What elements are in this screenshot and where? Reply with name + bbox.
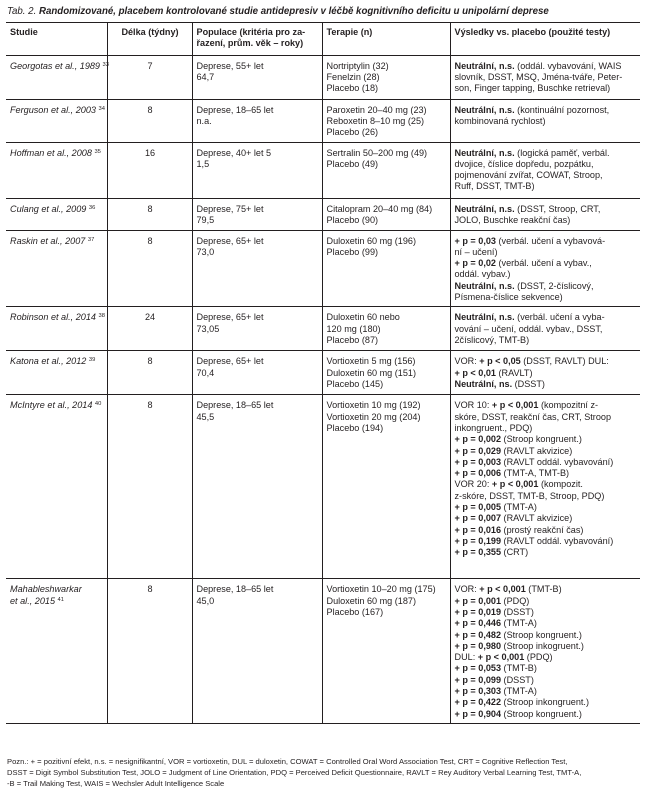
study-line [10,312,104,323]
result-line [455,697,638,708]
cell-therapy [322,198,450,230]
result-line [455,457,638,468]
result-text: (TMT-A) [501,502,537,513]
result-text: (Stroop inkogruent.) [501,640,584,651]
result-emphasis: Neutrální, n.s. [454,104,515,115]
reference-number: 34 [98,105,105,112]
study-line [10,356,104,367]
therapy-line: Vortioxetin 10 mg (192) [326,400,421,411]
result-text: VOR: [454,584,480,595]
result-line [455,159,638,170]
result-emphasis: + p = 0,099 [454,674,502,685]
population-line: 70,4 [196,367,215,378]
therapy-line: Duloxetin 60 mg (187) [326,595,416,606]
cell-length: 24 [107,307,192,351]
result-line [455,663,638,674]
result-emphasis: + p = 0,003 [454,456,502,467]
therapy-line: Nortriptylin (32) [326,60,389,71]
result-text: (TMT-A) [501,686,537,697]
result-text: (RAVLT) [495,367,533,378]
study-name: Ferguson et al., 2003 [10,104,96,115]
therapy-line: Reboxetin 8–10 mg (25) [326,115,425,126]
result-line [455,709,638,720]
result-emphasis: + p < 0,001 [491,479,539,490]
cell-results [450,351,640,395]
cell-results [450,142,640,198]
study-name: McIntyre et al., 2014 [10,400,93,411]
result-text: (PDQ) [524,652,553,663]
population-line: Deprese, 65+ let [196,312,264,323]
therapy-line: Placebo (194) [326,422,384,433]
cell-therapy [322,230,450,307]
result-text: (Stroop inkongruent.) [501,697,589,708]
studies-table [6,22,640,724]
result-text: (DSST, 2-číslicový, [514,280,594,291]
cell-study [6,579,107,724]
population-line: Deprese, 65+ let [196,235,264,246]
result-text: (verbál. učení a vyba- [514,312,605,323]
result-emphasis: + p = 0,02 [454,258,496,269]
footnote-line: Pozn.: + = pozitivní efekt, n.s. = nesignifikantní, VOR = vortioxetin, DUL = duloxetin, COWAT = Controlled Oral Word Association Test, CRT = Cognitive Reflection Test, [7,757,568,766]
result-emphasis: + p = 0,001 [454,595,502,606]
population-line: 73,05 [196,323,220,334]
footnote [7,756,641,789]
result-line [455,269,638,280]
result-line [455,181,638,192]
result-text: (verbál. učení a vybavová- [495,235,606,246]
result-line [455,675,638,686]
cell-study [6,99,107,142]
reference-number: 40 [94,401,102,408]
cell-therapy [322,99,450,142]
result-text: slovník, DSST, MSQ, Jména-tváře, Peter- [454,71,623,82]
therapy-line: Citalopram 20–40 mg (84) [326,203,433,214]
cell-population [192,307,322,351]
header-results: Výsledky vs. placebo (použité testy) [450,23,640,56]
result-text: (RAVLT oddál. vybavování) [501,456,614,467]
result-text: JOLO, Buschke reakční čas) [454,214,571,225]
cell-population [192,351,322,395]
therapy-line: Paroxetin 20–40 mg (23) [326,104,427,115]
cell-length: 16 [107,142,192,198]
result-text: (RAVLT akvizice) [501,513,573,524]
result-text: (Stroop kongruent.) [501,629,582,640]
result-text: (TMT-A, TMT-B) [501,468,570,479]
result-text: (CRT) [501,547,529,558]
result-line [455,584,638,595]
study-line [10,400,104,411]
result-emphasis: + p = 0,199 [454,535,502,546]
result-line [455,630,638,641]
table-row [6,579,640,724]
result-line [455,446,638,457]
result-text: (PDQ) [501,595,530,606]
result-emphasis: Neutrální, n.s. [454,147,515,158]
result-text: oddál. vybav.) [454,269,511,280]
cell-population [192,579,322,724]
result-emphasis: + p = 0,019 [454,606,502,617]
result-line [455,335,638,346]
result-text: (RAVLT akvizice) [501,445,573,456]
result-emphasis: + p = 0,053 [454,663,502,674]
cell-population [192,198,322,230]
therapy-line: Vortioxetin 10–20 mg (175) [326,584,436,595]
therapy-line: Placebo (49) [326,158,379,169]
result-emphasis: Neutrální, ns. [454,378,513,389]
therapy-line: Duloxetin 60 mg (151) [326,367,416,378]
cell-results [450,579,640,724]
result-text: (kompozitní z- [538,400,599,411]
result-text: (TMT-A) [501,618,537,629]
study-line [10,584,104,595]
result-emphasis: + p = 0,005 [454,502,502,513]
cell-study [6,230,107,307]
result-line [455,412,638,423]
cell-results [450,307,640,351]
result-text: (DSST) [512,378,545,389]
therapy-line: Placebo (145) [326,378,384,389]
result-text: (DSST) [501,674,534,685]
header-study: Studie [6,23,107,56]
result-line [455,547,638,558]
cell-study [6,395,107,579]
result-emphasis: + p = 0,007 [454,513,502,524]
result-emphasis: + p = 0,355 [454,547,502,558]
header-population-line: Populace (kritéria pro za- [196,27,306,37]
table-caption [7,6,641,18]
result-emphasis: + p = 0,980 [454,640,502,651]
table-row [6,142,640,198]
study-name: et al., 2015 [10,595,55,606]
result-text: VOR 20: [454,479,492,490]
result-line [455,400,638,411]
population-line: Deprese, 40+ let 5 [196,147,272,158]
result-line [455,379,638,390]
result-text: pojmenování zvířat, COWAT, Stroop, [454,170,603,181]
therapy-line: Placebo (167) [326,606,384,617]
result-emphasis: + p = 0,006 [454,468,502,479]
result-emphasis: + p < 0,01 [454,367,496,378]
result-text: (kontinuální pozornost, [514,104,610,115]
study-line [10,204,104,215]
cell-results [450,230,640,307]
study-line [10,105,104,116]
population-line: 1,5 [196,158,210,169]
therapy-line: Fenelzin (28) [326,71,380,82]
cell-results [450,55,640,99]
result-text: (TMT-B) [525,584,562,595]
header-population-line: řazení, prům. věk – roky) [196,38,304,49]
study-name: Raskin et al., 2007 [10,235,86,246]
cell-population [192,230,322,307]
cell-length: 8 [107,230,192,307]
header-length: Délka (týdny) [107,23,192,56]
result-emphasis: + p = 0,03 [454,235,496,246]
result-line [455,468,638,479]
result-line [455,368,638,379]
result-text: Písmena-číslice sekvence) [454,292,563,303]
result-emphasis: Neutrální, n.s. [454,60,515,71]
study-line [10,596,104,607]
study-name: Mahableshwarkar [10,584,82,595]
result-text: inkongruent., PDQ) [454,422,533,433]
result-text: (RAVLT oddál. vybavování) [501,535,614,546]
result-emphasis: + p < 0,001 [479,584,526,595]
cell-length: 8 [107,351,192,395]
cell-length: 7 [107,55,192,99]
result-emphasis: Neutrální, n.s. [454,203,515,214]
cell-length: 8 [107,579,192,724]
population-line: 45,0 [196,595,215,606]
result-line [455,83,638,94]
cell-study [6,55,107,99]
reference-number: 36 [88,204,96,211]
result-line [455,292,638,303]
result-line [455,72,638,83]
table-body [6,55,640,723]
caption-prefix: Tab. 2. [7,6,37,17]
table-row [6,198,640,230]
cell-therapy [322,55,450,99]
result-text: (prostý reakční čas) [501,524,584,535]
therapy-line: 120 mg (180) [326,323,381,334]
result-text: (TMT-B) [501,663,537,674]
therapy-line: Placebo (99) [326,246,379,257]
result-text: z-skóre, DSST, TMT-B, Stroop, PDQ) [454,490,605,501]
header-therapy: Terapie (n) [322,23,450,56]
table-row [6,230,640,307]
cell-length: 8 [107,198,192,230]
result-text: VOR 10: [454,400,492,411]
result-text: 2číslicový, TMT-B) [454,334,530,345]
table-row [6,99,640,142]
cell-therapy [322,579,450,724]
cell-population [192,395,322,579]
cell-results [450,198,640,230]
study-line [10,236,104,247]
result-line [455,215,638,226]
result-line [455,686,638,697]
study-name: Robinson et al., 2014 [10,312,96,323]
result-text: (DSST, Stroop, CRT, [514,203,601,214]
cell-therapy [322,142,450,198]
therapy-line: Vortioxetin 20 mg (204) [326,411,421,422]
result-line [455,491,638,502]
table-row [6,351,640,395]
therapy-line: Placebo (18) [326,83,379,94]
result-emphasis: Neutrální, n.s. [454,312,515,323]
result-text: Ruff, DSST, TMT-B) [454,181,535,192]
result-emphasis: + p < 0,001 [477,652,525,663]
result-text: (kompozit. [538,479,583,490]
result-line [455,116,638,127]
result-line [455,247,638,258]
therapy-line: Placebo (90) [326,214,379,225]
result-emphasis: + p < 0,05 [479,356,521,367]
therapy-line: Placebo (87) [326,334,379,345]
result-line [455,479,638,490]
result-emphasis: + p = 0,303 [454,686,502,697]
result-line [455,652,638,663]
cell-population [192,99,322,142]
result-line [455,324,638,335]
reference-number: 33 [102,61,109,68]
study-line [10,148,104,159]
result-emphasis: + p = 0,482 [454,629,502,640]
cell-results [450,395,640,579]
cell-population [192,55,322,99]
reference-number: 37 [87,236,95,243]
table-row [6,55,640,99]
cell-study [6,142,107,198]
result-text: dvojice, číslice dopředu, pozpátku, [454,158,594,169]
result-line [455,61,638,72]
study-name: Katona et al., 2012 [10,356,87,367]
cell-length: 8 [107,99,192,142]
population-line: Deprese, 55+ let [196,60,264,71]
result-text: (DSST, RAVLT) DUL: [520,356,609,367]
result-text: ní – učení) [454,246,498,257]
header-population [192,23,322,56]
result-text: (oddál. vybavování, WAIS [514,60,622,71]
result-text: kombinovaná rychlost) [454,115,546,126]
result-line [455,356,638,367]
study-name: Culang et al., 2009 [10,203,87,214]
population-line: Deprese, 18–65 let [196,584,274,595]
therapy-line: Placebo (26) [326,127,379,138]
result-text: (DSST) [501,606,534,617]
result-line [455,502,638,513]
population-line: 64,7 [196,71,215,82]
table-header-row [6,23,640,56]
result-line [455,607,638,618]
result-emphasis: + p = 0,029 [454,445,502,456]
result-line [455,312,638,323]
result-text: vování – učení, oddál. vybav., DSST, [454,323,603,334]
reference-number: 39 [88,357,96,364]
result-text: VOR: [454,356,480,367]
result-emphasis: + p = 0,904 [454,708,502,719]
cell-population [192,142,322,198]
result-line [455,105,638,116]
population-line: 79,5 [196,214,215,225]
study-name: Georgotas et al., 1989 [10,60,100,71]
therapy-line: Sertralin 50–200 mg (49) [326,147,428,158]
population-line: Deprese, 18–65 let [196,400,274,411]
population-line: 73,0 [196,246,215,257]
study-name: Hoffman et al., 2008 [10,147,92,158]
cell-therapy [322,351,450,395]
result-emphasis: Neutrální, n.s. [454,280,515,291]
result-text: (verbál. učení a vybav., [495,258,592,269]
therapy-line: Duloxetin 60 nebo [326,312,400,323]
population-line: Deprese, 65+ let [196,356,264,367]
cell-therapy [322,395,450,579]
result-line [455,434,638,445]
population-line: 45,5 [196,411,215,422]
result-line [455,148,638,159]
result-text: son, Finger tapping, Buschke retrieval) [454,83,611,94]
result-emphasis: + p < 0,001 [491,400,539,411]
result-line [455,618,638,629]
result-emphasis: + p = 0,016 [454,524,502,535]
table-row [6,395,640,579]
cell-study [6,307,107,351]
result-line [455,258,638,269]
result-line [455,641,638,652]
caption-title: Randomizované, placebem kontrolované studie antidepresiv v léčbě kognitivního deficitu u unipolární deprese [38,6,549,17]
result-text: DUL: [454,652,478,663]
footnote-line: -B = Trail Making Test, WAIS = Wechsler Adult Intelligence Scale [7,779,225,788]
therapy-line: Vortioxetin 5 mg (156) [326,356,416,367]
result-emphasis: + p = 0,002 [454,434,502,445]
reference-number: 35 [94,148,101,155]
result-line [455,536,638,547]
result-line [455,513,638,524]
result-emphasis: + p = 0,446 [454,618,502,629]
population-line: Deprese, 75+ let [196,203,264,214]
result-line [455,596,638,607]
study-line [10,60,109,72]
cell-study [6,351,107,395]
table-row [6,307,640,351]
result-text: skóre, DSST, reakční čas, CRT, Stroop [454,411,612,422]
cell-length: 8 [107,395,192,579]
reference-number: 41 [57,596,64,603]
result-line [455,525,638,536]
therapy-line: Duloxetin 60 mg (196) [326,235,416,246]
result-text: (Stroop kongruent.) [501,434,582,445]
cell-results [450,99,640,142]
cell-therapy [322,307,450,351]
population-line: Deprese, 18–65 let [196,104,274,115]
result-line [455,170,638,181]
result-line [455,204,638,215]
reference-number: 38 [98,313,105,320]
result-line [455,281,638,292]
footnote-line: DSST = Digit Symbol Substitution Test, JOLO = Judgment of Line Orientation, PDQ = Perceived Deficit Questionnaire, RAVLT = Rey Auditory Verbal Learning Test, TMT-A, [7,768,582,777]
population-line: n.a. [196,115,212,126]
result-emphasis: + p = 0,422 [454,697,502,708]
result-text: (logická paměť, verbál. [514,147,610,158]
cell-study [6,198,107,230]
result-text: (Stroop kongruent.) [501,708,582,719]
result-line [455,236,638,247]
result-line [455,423,638,434]
